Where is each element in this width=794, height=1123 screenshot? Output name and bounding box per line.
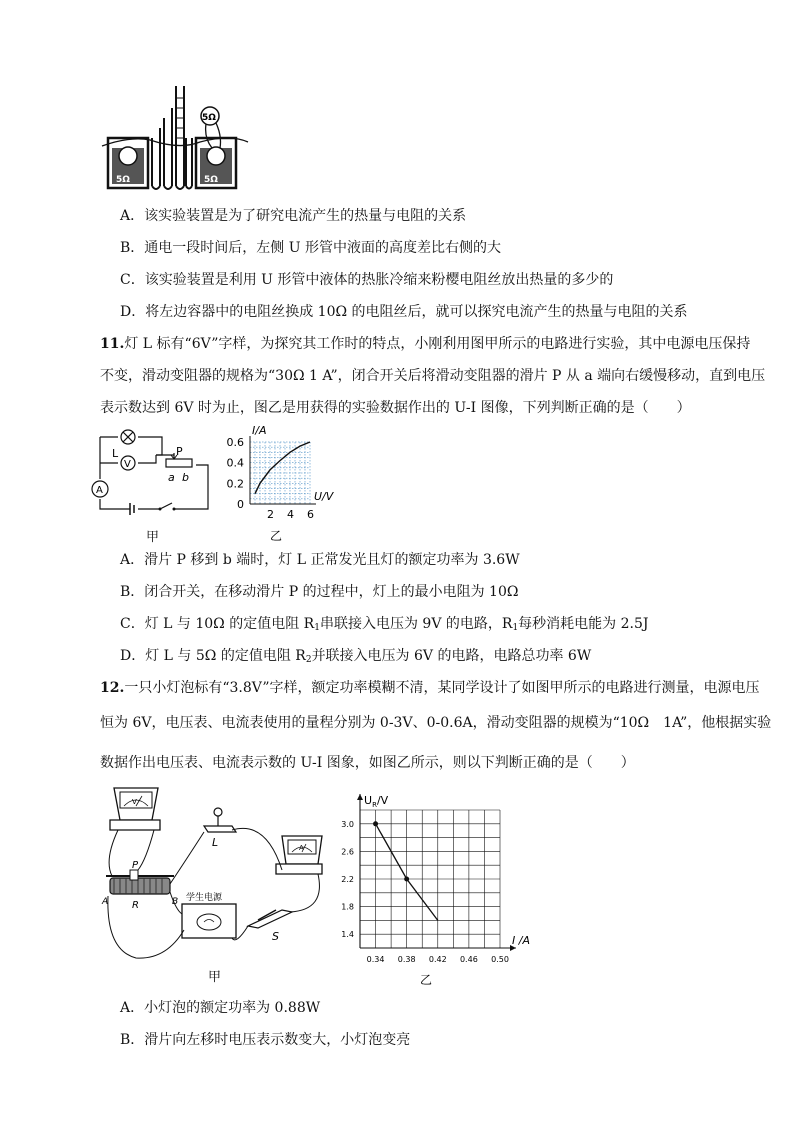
chart2-x-tick-label: 0.38 bbox=[397, 955, 416, 964]
right-resistor-label: 5Ω bbox=[204, 175, 218, 185]
q12-option-a[interactable]: A．小灯泡的额定功率为 0.88W bbox=[120, 1000, 321, 1016]
svg-text:A: A bbox=[299, 844, 304, 852]
chart2-x-tick-label: 0.42 bbox=[428, 955, 447, 964]
q11-number: 11. bbox=[100, 336, 125, 352]
chart1-x-tick-label: 4 bbox=[287, 508, 294, 521]
svg-text:V: V bbox=[124, 459, 131, 470]
q11-stem-line-2: 不变，滑动变阻器的规格为“30Ω 1 A”，闭合开关后将滑动变阻器的滑片 P 从 a 端向右缓慢移动，直到电压 bbox=[100, 368, 766, 384]
chart2-x-tick-label: 0.46 bbox=[459, 955, 478, 964]
chart2-y-tick-label: 2.2 bbox=[341, 875, 354, 884]
switch-device bbox=[248, 910, 292, 928]
chart2-data-point bbox=[373, 821, 378, 826]
q11-circuit-caption: 甲 bbox=[146, 530, 160, 545]
svg-text:a: a bbox=[168, 471, 175, 484]
q10-option-c[interactable]: C．该实验装置是利用 U 形管中液体的热胀冷缩来粉樱电阻丝放出热量的多少的 bbox=[120, 272, 614, 288]
chart1-ylabel: I/A bbox=[252, 424, 267, 437]
svg-text:R: R bbox=[132, 900, 139, 911]
chart1-caption: 乙 bbox=[270, 529, 283, 543]
power-supply-device bbox=[182, 904, 236, 938]
chart1-y-tick-label: 0.6 bbox=[226, 436, 244, 449]
chart2-x-tick-label: 0.50 bbox=[491, 955, 509, 964]
chart2-y-tick-label: 1.8 bbox=[341, 902, 354, 912]
q12-apparatus-figure bbox=[96, 780, 336, 980]
svg-text:P: P bbox=[132, 860, 139, 871]
svg-text:P: P bbox=[176, 445, 183, 458]
chart2-data-point bbox=[404, 877, 409, 882]
svg-text:V: V bbox=[132, 798, 137, 806]
switch-icon bbox=[160, 503, 172, 509]
q11-circuit-diagram bbox=[90, 425, 215, 525]
chart1-x-tick-label: 2 bbox=[267, 508, 274, 521]
chart1-y-tick-label: 0 bbox=[237, 498, 244, 511]
q11-stem-line-3: 表示数达到 6V 时为止，图乙是用获得的实验数据作出的 U-I 图像，下列判断正确的是（ ） bbox=[100, 400, 691, 416]
q12-option-b[interactable]: B．滑片向左移时电压表示数变大，小灯泡变亮 bbox=[120, 1032, 411, 1048]
q11-option-b[interactable]: B．闭合开关，在移动滑片 P 的过程中，灯上的最小电阻为 10Ω bbox=[120, 584, 519, 600]
chart2-x-tick-label: 0.34 bbox=[366, 955, 385, 964]
chart1-x-tick-label: 6 bbox=[307, 508, 314, 521]
q10-option-a[interactable]: A．该实验装置是为了研究电流产生的热量与电阻的关系 bbox=[120, 208, 467, 224]
svg-text:L: L bbox=[112, 447, 119, 460]
q11-stem-line-1: 11.灯 L 标有“6V”字样，为探究其工作时的特点，小刚利用图甲所示的电路进行实验，其中电源电压保持 bbox=[100, 336, 751, 352]
svg-text:S: S bbox=[272, 930, 279, 943]
chart2-y-tick-label: 3.0 bbox=[341, 819, 354, 829]
svg-text:b: b bbox=[182, 471, 189, 484]
rheostat-device bbox=[106, 870, 174, 894]
svg-text:L: L bbox=[212, 836, 219, 849]
left-resistor-label: 5Ω bbox=[116, 175, 130, 185]
q12-ui-chart bbox=[330, 788, 538, 988]
external-resistor-label: 5Ω bbox=[202, 113, 216, 123]
svg-text:A: A bbox=[102, 897, 109, 907]
q10-option-d[interactable]: D．将左边容器中的电阻丝换成 10Ω 的电阻丝后，就可以探究电流产生的热量与电阻的关系 bbox=[120, 304, 688, 320]
svg-text:A: A bbox=[96, 485, 103, 496]
q12-apparatus-caption: 甲 bbox=[208, 970, 222, 985]
q11-option-a[interactable]: A．滑片 P 移到 b 端时，灯 L 正常发光且灯的额定功率为 3.6W bbox=[120, 552, 520, 568]
q12-stem-line-1: 12.一只小灯泡标有“3.8V”字样，额定功率模糊不清，某同学设计了如图甲所示的电路进行测量，电源电压 bbox=[100, 680, 760, 696]
ammeter-device bbox=[276, 836, 322, 874]
q11-option-c[interactable]: C．灯 L 与 10Ω 的定值电阻 $R_1$串联接入电压为 9V 的电路，$R_1$每秒消耗电能为 2.5J bbox=[120, 616, 649, 633]
svg-text:学生电源: 学生电源 bbox=[186, 893, 223, 903]
q12-stem-line-2: 恒为 6V，电压表、电流表使用的量程分别为 0-3V、0-0.6A，滑动变阻器的规模为“10Ω 1A”，他根据实验 bbox=[100, 715, 772, 731]
q12-number: 12. bbox=[100, 680, 125, 696]
q10-apparatus-figure bbox=[100, 78, 250, 193]
q11-ui-chart bbox=[222, 422, 352, 547]
chart2-caption: 乙 bbox=[420, 973, 433, 987]
chart1-y-tick-label: 0.4 bbox=[226, 456, 244, 470]
chart1-y-tick-label: 0.2 bbox=[226, 477, 244, 491]
chart2-ylabel: $U_R/V$ bbox=[364, 794, 389, 809]
q12-stem-line-3: 数据作出电压表、电流表示数的 U-I 图象，如图乙所示，则以下判断正确的是（ ） bbox=[100, 755, 635, 771]
svg-text:B: B bbox=[172, 897, 179, 907]
lamp-device bbox=[204, 808, 236, 832]
q10-option-b[interactable]: B．通电一段时间后，左侧 U 形管中液面的高度差比右侧的大 bbox=[120, 240, 501, 256]
voltmeter-device bbox=[110, 788, 160, 830]
chart2-xlabel: I /A bbox=[512, 934, 530, 947]
chart2-y-axis-arrow bbox=[357, 794, 363, 800]
chart2-y-tick-label: 2.6 bbox=[341, 847, 354, 857]
u-tube-left bbox=[152, 108, 172, 189]
chart1-xlabel: U/V bbox=[314, 490, 334, 503]
q11-option-d[interactable]: D．灯 L 与 5Ω 的定值电阻 $R_2$并联接入电压为 6V 的电路，电路总功率 6W bbox=[120, 648, 592, 665]
chart2-y-tick-label: 1.4 bbox=[341, 930, 354, 940]
rheostat-icon bbox=[166, 459, 192, 467]
battery-icon bbox=[130, 503, 134, 515]
